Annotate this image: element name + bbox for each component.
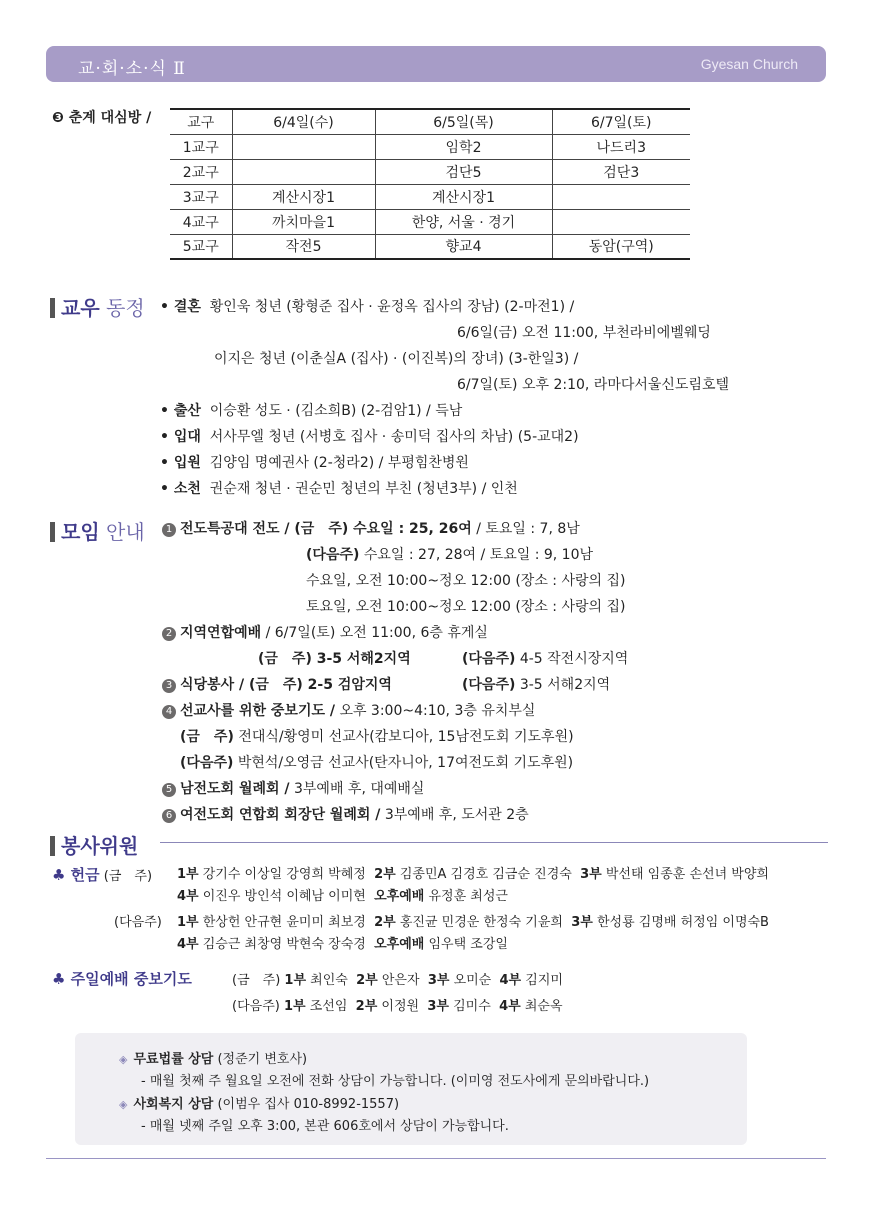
wedding-2-place: 6/7일(토) 오후 2:10, 라마다서울신도림호텔 — [457, 377, 730, 393]
birth-line — [160, 402, 462, 420]
part-label: 2부 — [356, 973, 378, 988]
table-header-cell: 교구 — [170, 109, 232, 134]
meeting-3-next — [462, 676, 610, 694]
meeting-5-label: 남전도회 월례회 / — [180, 781, 290, 797]
diamond-icon: ◈ — [119, 1053, 128, 1066]
part-label: 1부 — [284, 973, 307, 988]
table-cell: 5교구 — [170, 234, 232, 259]
meeting-1-label2: / 토요일 : 7, 8남 — [476, 521, 580, 537]
meeting-section-title — [50, 516, 145, 545]
meeting-3-label: 식당봉사 / (금 주) 2-5 검암지역 — [180, 677, 392, 693]
meeting-1-wed: 수요일, 오전 10:00~정오 12:00 (장소 : 사랑의 집) — [306, 573, 626, 589]
number-badge: 3 — [162, 679, 176, 693]
meeting-3-next-text: 3-5 서해2지역 — [519, 677, 611, 693]
number-badge: 2 — [162, 627, 176, 641]
meeting-2-text: / 6/7일(토) 오전 11:00, 6층 휴게실 — [265, 625, 488, 641]
law-title-line — [119, 1048, 307, 1067]
part-label: 2부 — [374, 867, 396, 882]
news-section-title — [50, 292, 145, 321]
offering-next-row2 — [177, 936, 508, 954]
part-label: 3부 — [580, 867, 602, 882]
news-title-strong: 교우 — [61, 296, 100, 320]
table-cell: 계산시장1 — [232, 184, 375, 209]
meeting-title-strong: 모임 — [61, 520, 100, 544]
next-week-label: (다음주) — [462, 677, 516, 693]
church-name: Gyesan Church — [700, 56, 798, 72]
offering-line-1 — [52, 866, 152, 886]
table-row — [170, 234, 690, 259]
part-label: 3부 — [427, 999, 449, 1014]
meeting-2-next-text: 4-5 작전시장지역 — [519, 651, 629, 667]
death-label: • 소천 — [160, 481, 201, 497]
table-row — [170, 134, 690, 159]
names: 김승근 최창영 박현숙 장숙경 — [202, 937, 366, 952]
table-cell: 1교구 — [170, 134, 232, 159]
meeting-4-line — [162, 702, 535, 720]
part-label: 1부 — [283, 999, 306, 1014]
table-cell: 3교구 — [170, 184, 232, 209]
offering-next-label: (다음주) — [114, 915, 162, 930]
wedding-label: • 결혼 — [160, 299, 201, 315]
table-cell — [232, 134, 375, 159]
news-title-light: 동정 — [106, 296, 145, 320]
prayer-label: ♣ 주일예배 중보기도 — [52, 970, 192, 988]
table-cell — [552, 184, 690, 209]
visit-table — [170, 108, 690, 260]
this-week-label: (금 주) — [103, 869, 153, 884]
meeting-4-label: 선교사를 위한 중보기도 / — [180, 703, 335, 719]
table-cell: 검단3 — [552, 159, 690, 184]
birth-text: 이승환 성도 · (김소희B) (2-검암1) / 득남 — [209, 403, 463, 419]
wedding-line-1 — [160, 298, 574, 316]
army-line — [160, 428, 579, 446]
table-cell — [232, 159, 375, 184]
part-label: 오후예배 — [374, 937, 425, 952]
names: 최인숙 — [310, 973, 348, 988]
meeting-1-next-text: 수요일 : 27, 28여 / 토요일 : 9, 10남 — [363, 547, 594, 563]
names: 홍진균 민경운 한정숙 기윤희 — [399, 915, 563, 930]
visit-label: ❸ 춘계 대심방 / — [52, 110, 152, 126]
table-cell: 검단5 — [375, 159, 552, 184]
section-bar — [50, 298, 55, 318]
part-label: 4부 — [177, 889, 199, 904]
meeting-2-line — [162, 624, 488, 642]
names: 조선임 — [309, 999, 348, 1014]
meeting-title-light: 안내 — [106, 520, 145, 544]
table-row — [170, 184, 690, 209]
wedding-2-text: 이지은 청년 (이춘실A (집사) · (이진복)의 장녀) (3-한일3) / — [214, 351, 579, 367]
next-week-label: (다음주) — [306, 547, 360, 563]
table-cell — [552, 209, 690, 234]
meeting-2-label: 지역연합예배 — [180, 625, 262, 641]
table-cell: 나드리3 — [552, 134, 690, 159]
prayer-next-row — [232, 998, 563, 1016]
table-row — [170, 209, 690, 234]
offering-next-row1 — [177, 914, 769, 932]
prayer-this-row — [232, 972, 563, 990]
table-header-cell: 6/5일(목) — [375, 109, 552, 134]
welfare-title-line — [119, 1093, 399, 1112]
welfare-title: 사회복지 상담 — [133, 1097, 214, 1112]
this-week-label: (금 주) — [180, 729, 234, 745]
footer-line — [46, 1158, 826, 1159]
meeting-1-line — [162, 520, 580, 538]
meeting-1-sat: 토요일, 오전 10:00~정오 12:00 (장소 : 사랑의 집) — [306, 599, 626, 615]
info-box — [75, 1033, 747, 1145]
table-header-row — [170, 109, 690, 134]
law-title: 무료법률 상담 — [133, 1052, 214, 1067]
death-text: 권순재 청년 · 권순민 청년의 부친 (청년3부) / 인천 — [209, 481, 518, 497]
army-text: 서사무엘 청년 (서병호 집사 · 송미덕 집사의 차남) (5-교대2) — [209, 429, 579, 445]
table-cell: 향교4 — [375, 234, 552, 259]
this-week-label: (금 주) — [232, 973, 281, 988]
part-label: 1부 — [177, 867, 199, 882]
hospital-label: • 입원 — [160, 455, 201, 471]
meeting-6-line — [162, 806, 529, 824]
section-bar — [50, 836, 55, 856]
meeting-3-line — [162, 676, 392, 694]
part-label: 3부 — [427, 973, 450, 988]
table-header-cell: 6/4일(수) — [232, 109, 375, 134]
part-label: 2부 — [374, 915, 396, 930]
table-cell: 까치마을1 — [232, 209, 375, 234]
offering-this-row2 — [177, 888, 508, 906]
table-cell: 한양, 서울 · 경기 — [375, 209, 552, 234]
meeting-4-next — [180, 754, 573, 772]
names: 강기수 이상일 강영희 박혜정 — [202, 867, 366, 882]
part-label: 2부 — [355, 999, 378, 1014]
names: 김미수 — [453, 999, 491, 1014]
names: 한상헌 안규현 윤미미 최보경 — [202, 915, 366, 930]
part-label: 4부 — [499, 999, 521, 1014]
header-bar — [46, 46, 826, 82]
meeting-1-label: 전도특공대 전도 / (금 주) 수요일 : 25, 26여 — [180, 521, 472, 537]
names: 최순옥 — [524, 999, 563, 1014]
offering-this-row1 — [177, 866, 769, 884]
header-title: 교·회·소·식 Ⅱ — [78, 59, 186, 79]
table-header-cell: 6/7일(토) — [552, 109, 690, 134]
names: 유정훈 최성근 — [428, 889, 508, 904]
part-label: 4부 — [499, 973, 522, 988]
meeting-1-next — [306, 546, 593, 564]
next-week-label: (다음주) — [462, 651, 516, 667]
names: 이정원 — [381, 999, 420, 1014]
meeting-2-this: (금 주) 3-5 서해2지역 — [258, 651, 411, 667]
number-badge: 1 — [162, 523, 176, 537]
meeting-5-text: 3부예배 후, 대예배실 — [293, 781, 425, 797]
army-label: • 입대 — [160, 429, 201, 445]
table-cell: 4교구 — [170, 209, 232, 234]
meeting-2-next — [462, 650, 628, 668]
wedding-1-place: 6/6일(금) 오전 11:00, 부천라비에벨웨딩 — [457, 325, 711, 341]
offering-label: ♣ 헌금 — [52, 866, 100, 884]
number-badge: 5 — [162, 783, 176, 797]
names: 임우택 조강일 — [428, 937, 508, 952]
names: 이진우 방인석 이혜남 이미현 — [202, 889, 366, 904]
meeting-6-text: 3부예배 후, 도서관 2층 — [384, 807, 529, 823]
names: 김지미 — [525, 973, 563, 988]
names: 한성룡 김명배 허정임 이명숙B — [596, 915, 769, 930]
meeting-6-label: 여전도회 연합회 회장단 월례회 / — [180, 807, 381, 823]
wedding-1-text: 황인욱 청년 (황형준 집사 · 윤정옥 집사의 장남) (2-마전1) / — [209, 299, 575, 315]
meeting-4-next-text: 박현석/오영금 선교사(탄자니아, 17여전도회 기도후원) — [237, 755, 574, 771]
number-badge: 6 — [162, 809, 176, 823]
part-label: 4부 — [177, 937, 199, 952]
next-week-label: (다음주) — [180, 755, 234, 771]
death-line — [160, 480, 518, 498]
welfare-text: - 매월 넷째 주일 오후 3:00, 본관 606호에서 상담이 가능합니다. — [141, 1119, 509, 1134]
section-bar — [50, 522, 55, 542]
volunteer-section-title — [50, 830, 138, 859]
names: 안은자 — [381, 973, 420, 988]
part-label: 오후예배 — [374, 889, 425, 904]
law-text: - 매월 첫째 주 월요일 오전에 전화 상담이 가능합니다. (이미영 전도사에게 문의바랍니다.) — [141, 1074, 650, 1089]
meeting-5-line — [162, 780, 424, 798]
names: 박선태 임종훈 손선녀 박양희 — [605, 867, 769, 882]
diamond-icon: ◈ — [119, 1098, 128, 1111]
meeting-4-text: 오후 3:00~4:10, 3층 유치부실 — [339, 703, 536, 719]
law-sub: (정준기 변호사) — [217, 1052, 308, 1067]
names: 김종민A 김경호 김금순 진경숙 — [399, 867, 572, 882]
hospital-line — [160, 454, 469, 472]
part-label: 3부 — [571, 915, 593, 930]
table-cell: 계산시장1 — [375, 184, 552, 209]
volunteer-title: 봉사위원 — [61, 834, 139, 858]
birth-label: • 출산 — [160, 403, 201, 419]
table-cell: 작전5 — [232, 234, 375, 259]
table-cell: 2교구 — [170, 159, 232, 184]
names: 오미순 — [453, 973, 492, 988]
table-cell: 동암(구역) — [552, 234, 690, 259]
section-divider — [160, 842, 828, 843]
next-week-label: (다음주) — [232, 999, 280, 1014]
meeting-4-this — [180, 728, 574, 746]
welfare-sub: (이범우 집사 010-8992-1557) — [217, 1097, 400, 1112]
table-cell: 임학2 — [375, 134, 552, 159]
meeting-4-this-text: 전대식/황영미 선교사(캄보디아, 15남전도회 기도후원) — [238, 729, 574, 745]
hospital-text: 김양임 명예권사 (2-청라2) / 부평힘찬병원 — [209, 455, 469, 471]
number-badge: 4 — [162, 705, 176, 719]
part-label: 1부 — [177, 915, 199, 930]
table-row — [170, 159, 690, 184]
